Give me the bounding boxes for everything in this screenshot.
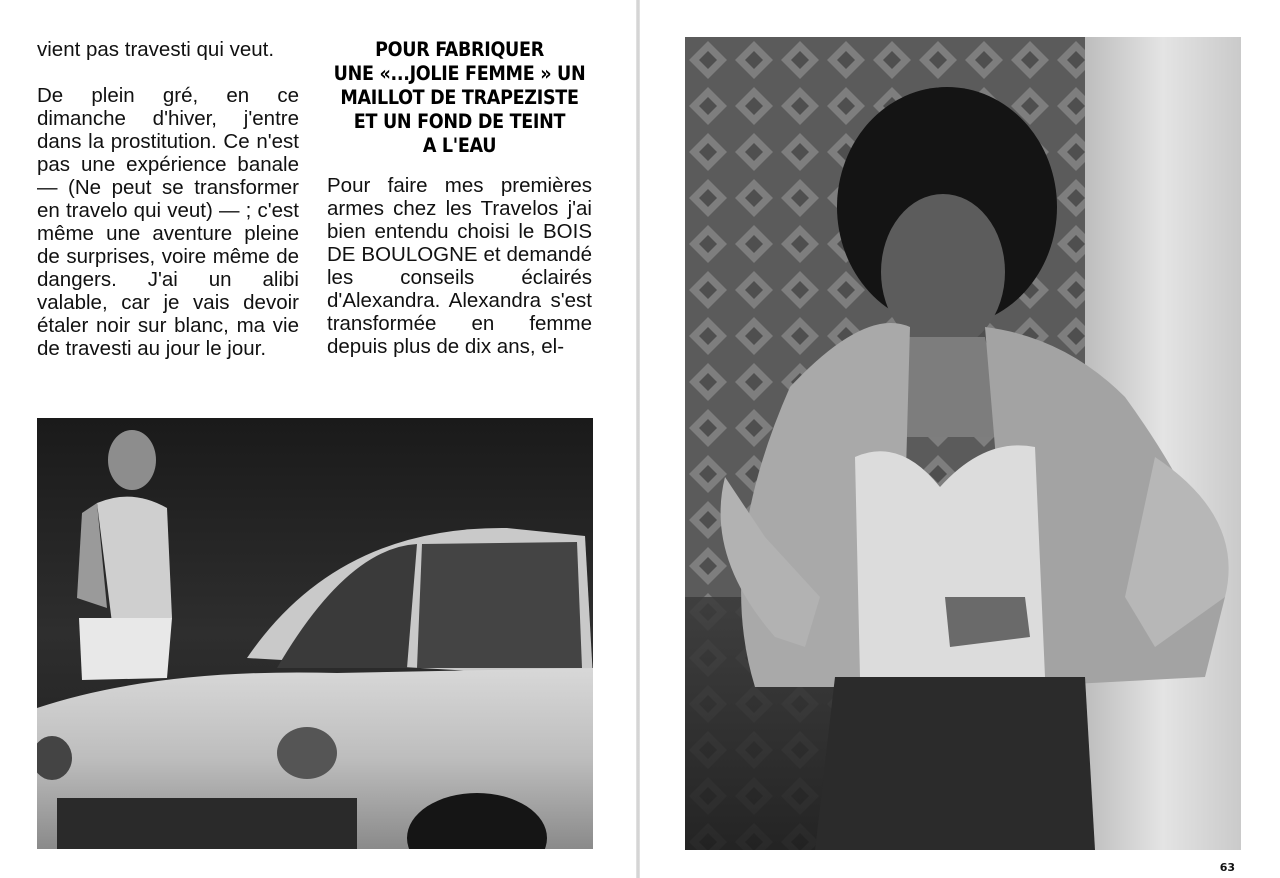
- photo-street-car-image: [37, 418, 593, 849]
- text-column-1: [37, 38, 299, 360]
- paragraph-body: Pour faire mes premières armes chez les Travelos j'ai bien entendu choisi le BOIS DE BOULOGNE et demandé les conseils éclairés d'Alexandra. Alexandra s'est transformée en femme depuis plus de dix ans, el-: [327, 174, 592, 358]
- right-page: [640, 0, 1280, 878]
- paragraph-body: De plein gré, en ce dimanche d'hiver, j'entre dans la prostitution. Ce n'est pas une expérience banale — (Ne peut se transformer en travelo qui veut) — ; c'est même une aventure pleine de surprises, voire même de dangers. J'ai un alibi valable, car je vais devoir étaler noir sur blanc, ma vie de travesti au jour le jour.: [37, 84, 299, 360]
- page-number: 63: [1219, 861, 1235, 874]
- headline-line: A L'EAU: [422, 134, 497, 157]
- section-headline: [327, 38, 592, 158]
- headline-line: MAILLOT DE TRAPEZISTE: [340, 86, 579, 109]
- photo-street-car: [37, 418, 593, 849]
- paragraph-continuation: vient pas travesti qui veut.: [37, 38, 275, 61]
- headline-line: ET UN FOND DE TEINT: [353, 110, 566, 133]
- photo-portrait-image: [685, 37, 1241, 850]
- headline-line: UNE «...JOLIE FEMME » UN: [333, 62, 586, 85]
- photo-portrait: [685, 37, 1241, 850]
- left-page: [0, 0, 636, 878]
- text-column-2: [327, 38, 592, 358]
- headline-line: POUR FABRIQUER: [375, 38, 544, 61]
